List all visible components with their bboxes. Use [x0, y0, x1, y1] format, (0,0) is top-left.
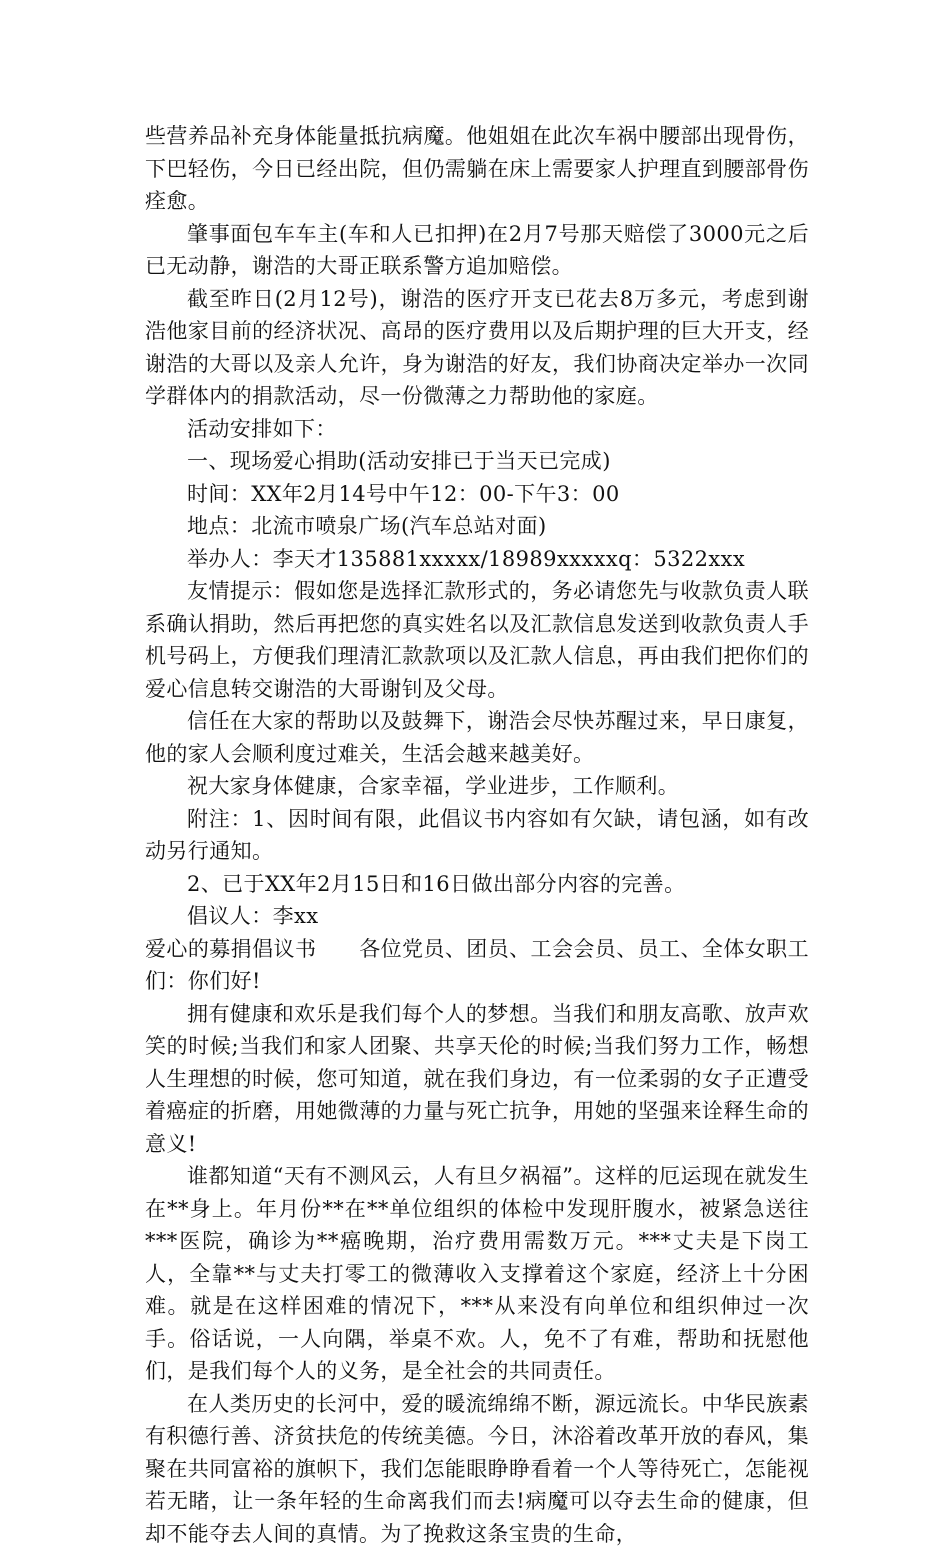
paragraph-location: 地点：北流市喷泉广场(汽车总站对面)	[145, 510, 809, 543]
paragraph-history: 在人类历史的长河中，爱的暖流绵绵不断，源远流长。中华民族素有积德行善、济贫扶危的传统美德。今日，沐浴着改革开放的春风，集聚在共同富裕的旗帜下，我们怎能眼睁睁看着一个人等待死亡，怎能视若无睹，让一条年轻的生命离我们而去!病魔可以夺去生命的健康，但却不能夺去人间的真情。为了挽救这条宝贵的生命，	[145, 1388, 809, 1550]
paragraph-initiator: 倡议人：李xx	[145, 900, 809, 933]
paragraph-friendly-reminder: 友情提示：假如您是选择汇款形式的，务必请您先与收款负责人联系确认捐助，然后再把您的真实姓名以及汇款信息发送到收款负责人手机号码上，方便我们理清汇款款项以及汇款人信息，再由我们把你们的爱心信息转交谢浩的大哥谢钊及父母。	[145, 575, 809, 705]
paragraph-activity-heading: 活动安排如下：	[145, 413, 809, 446]
paragraph-time: 时间：XX年2月14号中午12：00-下午3：00	[145, 478, 809, 511]
paragraph-note-2: 2、已于XX年2月15日和16日做出部分内容的完善。	[145, 868, 809, 901]
paragraph-organizer: 举办人：李天才135881xxxxx/18989xxxxxq：5322xxx	[145, 543, 809, 576]
paragraph-medical-expenses: 截至昨日(2月12号)，谢浩的医疗开支已花去8万多元，考虑到谢浩他家目前的经济状况、高昂的医疗费用以及后期护理的巨大开支，经谢浩的大哥以及亲人允许，身为谢浩的好友，我们协商决定举办一次同学群体内的捐款活动，尽一份微薄之力帮助他的家庭。	[145, 283, 809, 413]
paragraph-wishes: 祝大家身体健康，合家幸福，学业进步，工作顺利。	[145, 770, 809, 803]
paragraph-second-title: 爱心的募捐倡议书 各位党员、团员、工会会员、员工、全体女职工们：你们好!	[145, 933, 809, 998]
paragraph-trust: 信任在大家的帮助以及鼓舞下，谢浩会尽快苏醒过来，早日康复，他的家人会顺利度过难关，生活会越来越美好。	[145, 705, 809, 770]
document-page	[145, 120, 809, 1550]
paragraph-patient-sister: 些营养品补充身体能量抵抗病魔。他姐姐在此次车祸中腰部出现骨伤，下巴轻伤，今日已经出院，但仍需躺在床上需要家人护理直到腰部骨伤痊愈。	[145, 120, 809, 218]
paragraph-onsite-donation: 一、现场爱心捐助(活动安排已于当天已完成)	[145, 445, 809, 478]
paragraph-health-dream: 拥有健康和欢乐是我们每个人的梦想。当我们和朋友高歌、放声欢笑的时候;当我们和家人团聚、共享天伦的时候;当我们努力工作，畅想人生理想的时候，您可知道，就在我们身边，有一位柔弱的女子正遭受着癌症的折磨，用她微薄的力量与死亡抗争，用她的坚强来诠释生命的意义!	[145, 998, 809, 1161]
paragraph-note-1: 附注：1、因时间有限，此倡议书内容如有欠缺，请包涵，如有改动另行通知。	[145, 803, 809, 868]
paragraph-misfortune: 谁都知道“天有不测风云，人有旦夕祸福”。这样的厄运现在就发生在**身上。年月份**在**单位组织的体检中发现肝腹水，被紧急送往***医院，确诊为**癌晚期，治疗费用需数万元。***丈夫是下岗工人，全靠**与丈夫打零工的微薄收入支撑着这个家庭，经济上十分困难。就是在这样困难的情况下，***从来没有向单位和组织伸过一次手。俗话说，一人向隅，举桌不欢。人，免不了有难，帮助和抚慰他们，是我们每个人的义务，是全社会的共同责任。	[145, 1160, 809, 1388]
paragraph-driver-compensation: 肇事面包车车主(车和人已扣押)在2月7号那天赔偿了3000元之后已无动静，谢浩的大哥正联系警方追加赔偿。	[145, 218, 809, 283]
